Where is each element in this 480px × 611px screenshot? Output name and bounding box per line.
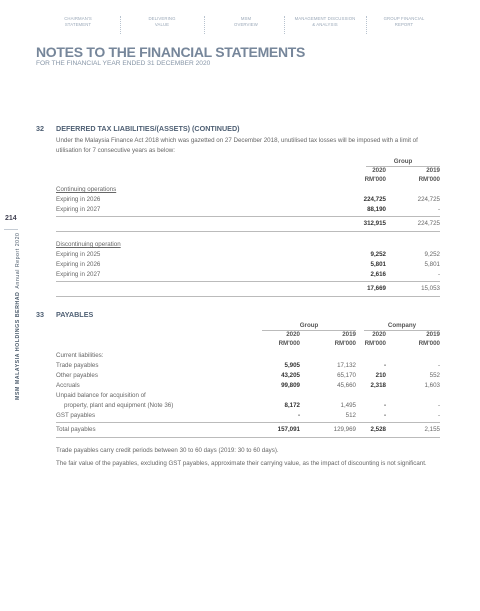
note-33-title: PAYABLES — [56, 310, 94, 319]
nav-management-discussion[interactable]: MANAGEMENT DISCUSSION & ANALYSIS — [294, 16, 356, 27]
col-unit: RM'000 — [278, 340, 300, 347]
col-year: 2019 — [342, 331, 356, 338]
current-liabilities-heading: Current liabilities: — [56, 352, 104, 359]
nav-group-financial-report[interactable]: GROUP FINANCIAL REPORT — [383, 16, 425, 27]
table-row: Trade payables 5,905 17,132 - - — [56, 362, 440, 369]
side-divider — [4, 229, 18, 230]
table-row: Expiring in 2027 2,616 - — [56, 271, 440, 278]
page-number: 214 — [5, 215, 17, 222]
nav-delivering-value[interactable]: DELIVERING VALUE — [148, 16, 176, 27]
col-year: 2019 — [426, 331, 440, 338]
rule — [56, 296, 440, 297]
note-33-company-header: Company — [387, 322, 417, 329]
col-2020: 2020 — [372, 167, 386, 174]
note-32-group-header: Group — [393, 158, 413, 165]
rule — [56, 422, 440, 423]
table-row: Expiring in 2027 88,190 - — [56, 206, 440, 213]
table-row: Expiring in 2025 9,252 9,252 — [56, 251, 440, 258]
note-32-title: DEFERRED TAX LIABILITIES/(ASSETS) (CONTINUED) — [56, 124, 240, 133]
report-name: Annual Report 2020 — [15, 232, 21, 289]
side-running-title — [15, 233, 21, 401]
rule — [56, 216, 440, 217]
page-subtitle: FOR THE FINANCIAL YEAR ENDED 31 DECEMBER 2020 — [36, 60, 211, 67]
nav-divider — [120, 16, 121, 34]
nav-divider — [284, 16, 285, 34]
note-32-paragraph: Under the Malaysia Finance Act 2018 which was gazetted on 27 December 2018, unutilised tax losses will be imposed with a limit of utilisation for 7 consecutive years as below: — [56, 137, 418, 154]
company-name: MSM MALAYSIA HOLDINGS BERHAD — [15, 291, 21, 400]
col-unit: RM'000 — [334, 340, 356, 347]
note-33-number: 33 — [36, 310, 44, 319]
table-row: property, plant and equipment (Note 36) 8,172 1,495 - - — [64, 402, 440, 409]
table-total-row: 17,669 15,053 — [367, 285, 440, 292]
col-unit: RM'000 — [364, 340, 386, 347]
col-unit: RM'000 — [364, 176, 386, 183]
table-total-row: 312,915 224,725 — [363, 220, 440, 227]
nav-divider — [366, 16, 367, 34]
col-year: 2020 — [372, 331, 386, 338]
rule — [56, 437, 440, 438]
note-33-fair-value: The fair value of the payables, excluding GST payables, approximate their carrying value, as the impact of discounting is not significant. — [56, 460, 427, 467]
top-navigation — [48, 16, 438, 34]
table-total-row: Total payables 157,091 129,969 2,528 2,155 — [56, 426, 440, 433]
table-row: Unpaid balance for acquisition of — [56, 392, 146, 399]
page-title: NOTES TO THE FINANCIAL STATEMENTS — [36, 44, 306, 60]
col-unit: RM'000 — [418, 176, 440, 183]
discontinuing-heading: Discontinuing operation — [56, 241, 121, 248]
table-row: GST payables - 512 - - — [56, 412, 440, 419]
table-row: Accruals 99,809 45,660 2,318 1,603 — [56, 382, 440, 389]
note-32-number: 32 — [36, 124, 44, 133]
note-33-credit-terms: Trade payables carry credit periods between 30 to 60 days (2019: 30 to 60 days). — [56, 447, 279, 454]
table-row: Expiring in 2026 5,801 5,801 — [56, 261, 440, 268]
col-2019: 2019 — [426, 167, 440, 174]
nav-msm-overview[interactable]: MSM OVERVIEW — [234, 16, 258, 27]
continuing-heading: Continuing operations — [56, 186, 117, 193]
nav-divider — [204, 16, 205, 34]
nav-chairmans-statement[interactable]: CHAIRMAN'S STATEMENT — [64, 16, 92, 27]
table-row: Other payables 43,205 65,170 210 552 — [56, 372, 440, 379]
rule — [56, 281, 440, 282]
note-33-group-header: Group — [299, 322, 319, 329]
col-year: 2020 — [286, 331, 300, 338]
col-unit: RM'000 — [418, 340, 440, 347]
rule — [56, 231, 440, 232]
table-row: Expiring in 2026 224,725 224,725 — [56, 196, 440, 203]
